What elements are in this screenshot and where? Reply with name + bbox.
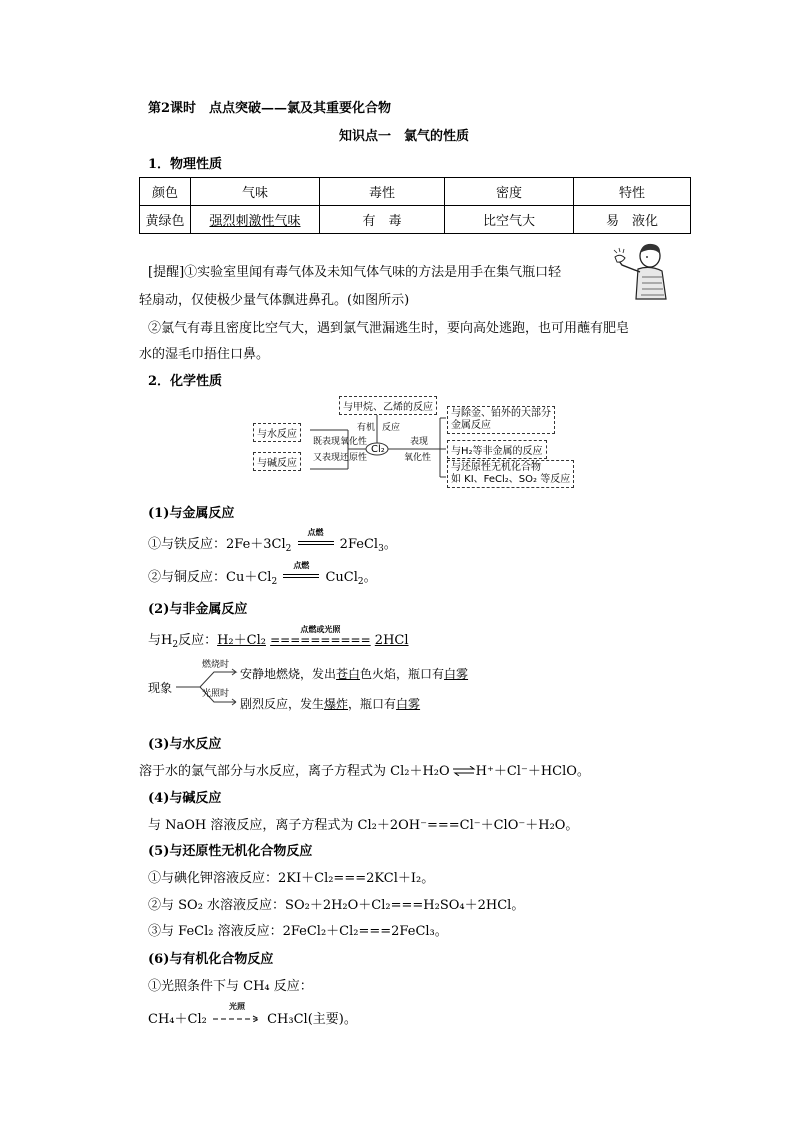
branch-burn-a: 安静地燃烧，发出: [240, 667, 337, 681]
branch-light-c: ，瓶口有: [348, 697, 397, 711]
reversible-arrow-icon: [450, 765, 476, 775]
table-header-cell: 气味: [191, 178, 320, 206]
branch-light-d: 白雾: [396, 697, 421, 711]
section-chemical-heading: 2．化学性质: [148, 374, 223, 389]
branch-burn-c: 色火焰，瓶口有: [360, 667, 445, 681]
table-header-cell: 密度: [445, 178, 574, 206]
h2-prefix: 与H: [148, 633, 173, 648]
diagram-label-both-2: 又表现还原性: [313, 453, 368, 463]
cu-reaction: ②与铜反应：$Cu+Cl_2$ 点燃 CuCl$_2$。: [148, 560, 377, 587]
diagram-label-reaction: 反应: [382, 423, 401, 433]
tip-line-2: 轻扇动，仅使极少量气体飘进鼻孔。(如图所示): [139, 293, 410, 308]
fe-condition: 点燃: [307, 527, 324, 537]
diagram-center-cl2: Cl₂: [371, 444, 385, 455]
phenomenon-label: 现象: [148, 681, 173, 695]
branch-light-b: 爆炸: [324, 697, 349, 711]
branch-burn-condition: 燃烧时: [202, 660, 230, 670]
physical-properties-table: [139, 177, 691, 234]
diagram-box-reducing: [447, 460, 574, 488]
diagram-box-metals-line1: 与除金、铂外的大部分: [451, 408, 551, 419]
fe-reaction-prefix: ①与铁反应：2Fe＋3Cl: [148, 537, 286, 552]
diagram-box-reducing-line2: 如 KI、FeCl₂、SO₂ 等反应: [451, 474, 571, 485]
metal-heading: (1)与金属反应: [148, 506, 235, 521]
reducing-ki: ①与碘化钾溶液反应：2KI＋Cl₂===2KCl＋I₂。: [148, 871, 435, 886]
diagram-box-nonmetals: 与H₂等非金属的反应: [447, 440, 547, 459]
diagram-label-show: 表现: [410, 437, 429, 447]
h2-equals: ==========: [270, 633, 371, 647]
diagram-label-both-1: 既表现氧化性: [313, 437, 368, 447]
water-text: 溶于水的氯气部分与水反应，离子方程式为 Cl₂＋H₂O: [139, 764, 450, 779]
table-cell-text: 强烈刺激性气味: [209, 214, 301, 229]
table-header-row: [140, 178, 691, 206]
branch-burn-text: [240, 665, 468, 682]
branch-light-a: 剧烈反应，发生: [240, 697, 325, 711]
tip-line-3: ②氯气有毒且密度比空气大，遇到氯气泄漏逃生时，要向高处逃跑，也可用蘸有肥皂: [148, 321, 630, 336]
table-header-cell: 毒性: [320, 178, 445, 206]
water-equation: [139, 760, 590, 779]
fe-reaction: ①与铁反应：$2Fe+3Cl_2$ 点燃 2FeCl$_3$。: [148, 527, 397, 554]
table-header-cell: 特性: [574, 178, 691, 206]
table-cell: 易 液化: [574, 206, 691, 234]
h2-product: 2HCl: [374, 633, 409, 648]
section-physical-heading: 1．物理性质: [148, 157, 223, 172]
cu-reaction-prefix: ②与铜反应：Cu＋Cl: [148, 570, 272, 585]
diagram-box-water: 与水反应: [253, 423, 301, 442]
table-cell: 黄绿色: [140, 206, 191, 234]
h2-mid: 反应：: [178, 633, 218, 648]
table-cell: 有 毒: [320, 206, 445, 234]
fe-condition-sign: [296, 527, 336, 548]
ch4-condition-sign: [211, 1001, 263, 1023]
h2-condition-sign: [270, 624, 371, 648]
branch-burn-d: 白雾: [444, 667, 469, 681]
table-row: [140, 206, 691, 234]
branch-burn-b: 苍白: [336, 667, 361, 681]
cu-condition-sign: [281, 560, 321, 581]
fe-reaction-product: 2FeCl: [339, 537, 379, 552]
table-cell: 比空气大: [445, 206, 574, 234]
table-header-cell: 颜色: [140, 178, 191, 206]
diagram-box-organic: 与甲烷、乙烯的反应: [339, 396, 437, 415]
organic-heading: (6)与有机化合物反应: [148, 952, 274, 967]
lesson-title: 第2课时 点点突破——氯及其重要化合物: [148, 101, 392, 116]
tip-line-1: [提醒]①实验室里闻有毒气体及未知气体气味的方法是用手在集气瓶口轻: [148, 265, 562, 280]
reducing-heading: (5)与还原性无机化合物反应: [148, 844, 313, 859]
diagram-label-organic: 有机: [357, 423, 376, 433]
cu-condition: 点燃: [293, 560, 310, 570]
branch-light-text: [240, 695, 420, 712]
nonmetal-heading: (2)与非金属反应: [148, 602, 248, 617]
water-heading: (3)与水反应: [148, 737, 222, 752]
ch4-condition: 光照: [228, 1001, 245, 1011]
person-waving-illustration: [612, 241, 674, 303]
water-tail: H⁺＋Cl⁻＋HClO。: [475, 764, 590, 779]
h2-condition: 点燃或光照: [300, 624, 341, 634]
diagram-box-reducing-line1: 与还原性无机化合物: [451, 462, 541, 473]
diagram-box-metals: [447, 406, 555, 434]
alkali-equation: 与 NaOH 溶液反应，离子方程式为 Cl₂＋2OH⁻===Cl⁻＋ClO⁻＋H₂O。: [148, 818, 579, 833]
diagram-label-oxidizing: 氧化性: [404, 453, 432, 463]
table-cell: [191, 206, 320, 234]
topic-subtitle: 知识点一 氯气的性质: [339, 129, 470, 144]
branch-light-condition: 光照时: [202, 689, 230, 699]
h2-reactants: H₂＋Cl₂: [217, 633, 266, 648]
organic-ch4-equation: [148, 1001, 357, 1027]
organic-ch4-right: CH₃Cl(主要)。: [267, 1012, 357, 1027]
alkali-heading: (4)与碱反应: [148, 791, 222, 806]
h2-reaction: 与$H_2$反应：H₂＋Cl₂ 点燃或光照 ========== 2HCl: [148, 624, 409, 650]
organic-ch4-left: CH₄＋Cl₂: [148, 1012, 207, 1027]
diagram-box-metals-line2: 金属反应: [451, 420, 491, 431]
reducing-so2: ②与 SO₂ 水溶液反应：SO₂＋2H₂O＋Cl₂===H₂SO₄＋2HCl。: [148, 898, 525, 913]
cu-reaction-product: CuCl: [325, 570, 358, 585]
tip-line-4: 水的湿毛巾捂住口鼻。: [139, 347, 270, 362]
organic-line-1: ①光照条件下与 CH₄ 反应：: [148, 979, 313, 994]
reducing-fecl2: ③与 FeCl₂ 溶液反应：2FeCl₂＋Cl₂===2FeCl₃。: [148, 924, 448, 939]
diagram-box-alkali: 与碱反应: [253, 452, 301, 471]
